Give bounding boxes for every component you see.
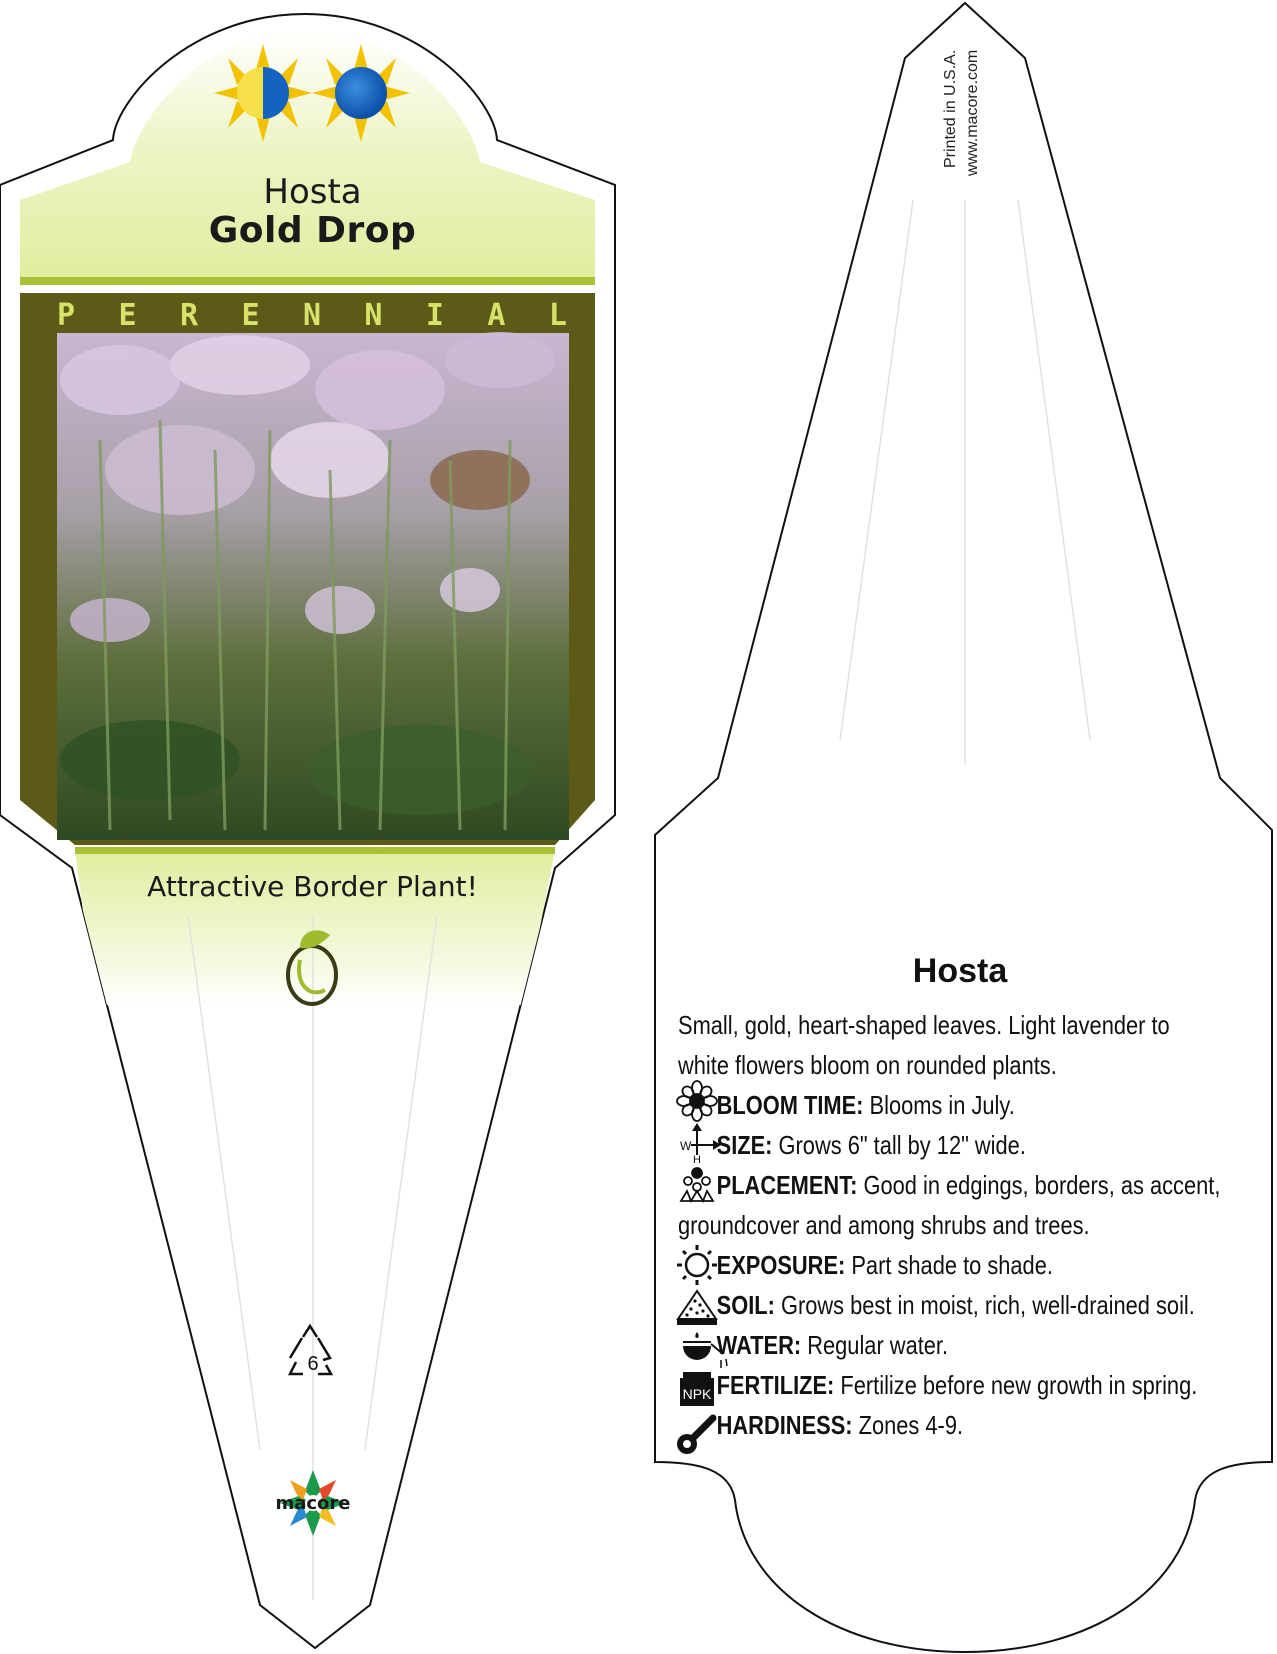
back-title: Hosta <box>912 952 1008 990</box>
category-letter: I <box>425 297 444 333</box>
category-letter: E <box>241 297 260 333</box>
placement-label: PLACEMENT: <box>716 1170 858 1200</box>
fertilize-label: FERTILIZE: <box>716 1370 835 1400</box>
water-label: WATER: <box>716 1330 802 1360</box>
hardiness-row <box>678 1405 1249 1445</box>
placement-row-cont: groundcover and among shrubs and trees. <box>678 1210 1090 1240</box>
plant-variety-name: Gold Drop <box>208 210 417 251</box>
bloom-time-value: Blooms in July. <box>869 1090 1015 1120</box>
size-row <box>678 1125 1249 1165</box>
fertilize-row <box>678 1365 1249 1405</box>
brand-name: macore <box>275 1493 351 1514</box>
printed-origin: Printed in U.S.A. <box>942 50 959 169</box>
exposure-row <box>678 1245 1249 1285</box>
care-instructions <box>678 1005 1249 1445</box>
website-url: www.macore.com <box>964 50 981 177</box>
category-letter: N <box>302 297 321 333</box>
placement-value: Good in edgings, borders, as accent, <box>863 1170 1221 1200</box>
printed-credit <box>940 50 981 215</box>
plant-photo <box>57 332 569 840</box>
category-letter: R <box>179 297 199 333</box>
water-value: Regular water. <box>807 1330 949 1360</box>
placement-row <box>678 1165 1249 1205</box>
water-row <box>678 1325 1249 1365</box>
bloom-time-row <box>678 1085 1249 1125</box>
npk-label: NPK <box>682 1386 712 1402</box>
category-letter: A <box>487 297 506 333</box>
exposure-value: Part shade to shade. <box>851 1250 1053 1280</box>
exposure-label: EXPOSURE: <box>716 1250 846 1280</box>
category-label <box>57 297 567 333</box>
size-icon-h: H <box>693 1154 701 1166</box>
category-letter: L <box>548 297 567 333</box>
size-value: Grows 6" tall by 12" wide. <box>778 1130 1026 1160</box>
category-letter: P <box>57 297 76 333</box>
soil-row <box>678 1285 1249 1325</box>
category-letter: N <box>364 297 383 333</box>
size-label: SIZE: <box>716 1130 773 1160</box>
hardiness-label: HARDINESS: <box>716 1410 853 1440</box>
fertilize-value: Fertilize before new growth in spring. <box>840 1370 1198 1400</box>
description-line: white flowers bloom on rounded plants. <box>678 1050 1057 1080</box>
size-icon-w: W <box>680 1139 692 1153</box>
soil-label: SOIL: <box>716 1290 775 1320</box>
hardiness-value: Zones 4-9. <box>858 1410 964 1440</box>
bloom-time-label: BLOOM TIME: <box>716 1090 864 1120</box>
recycle-number: 6 <box>307 1353 319 1375</box>
tagline: Attractive Border Plant! <box>147 870 478 903</box>
description-line: Small, gold, heart-shaped leaves. Light lavender to <box>678 1010 1170 1040</box>
category-letter: E <box>118 297 137 333</box>
plant-common-name: Hosta <box>263 172 362 212</box>
soil-value: Grows best in moist, rich, well-drained soil. <box>780 1290 1195 1320</box>
